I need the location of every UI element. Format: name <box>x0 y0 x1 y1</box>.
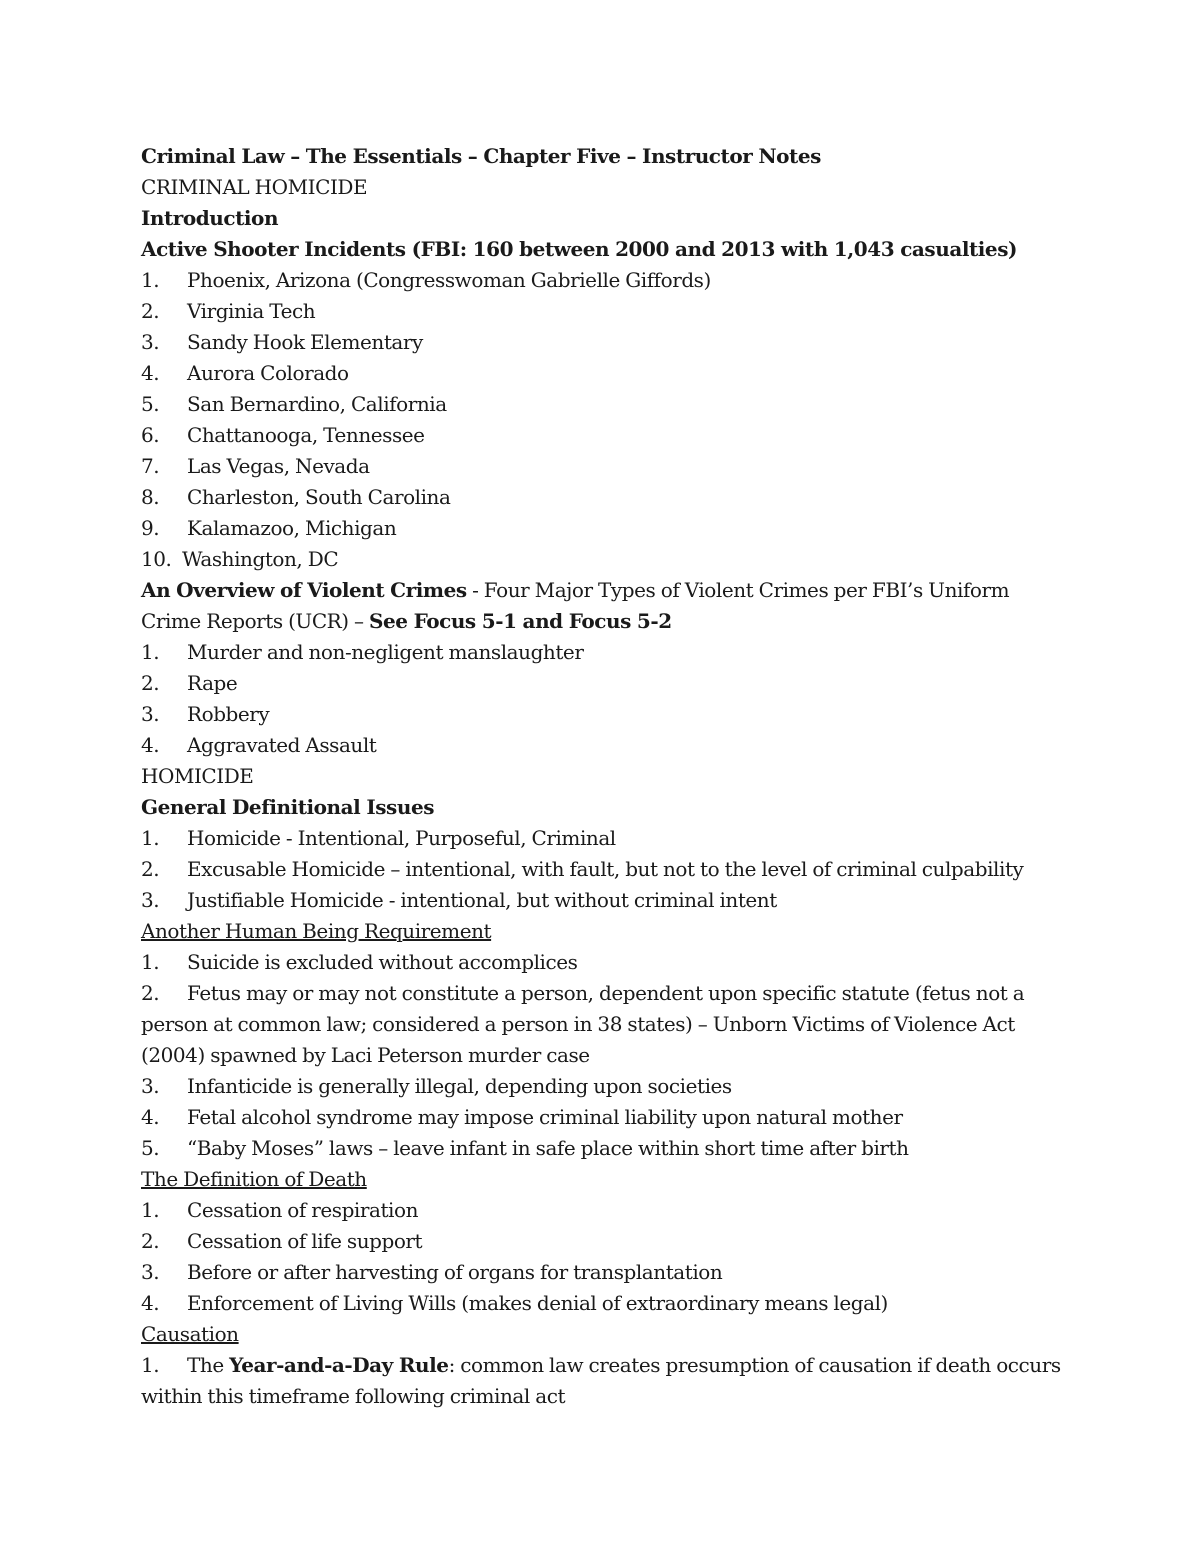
list-number: 5. <box>141 1136 160 1160</box>
list-item <box>141 358 1061 389</box>
section-homicide: HOMICIDE <box>141 764 254 788</box>
list-item <box>141 1071 1061 1102</box>
list-text: Fetus may or may not constitute a person, dependent upon specific statute (fetus not a person at common law; considered a person in 38 states) – Unborn Victims of Violence Act (2004) spawned by Laci Peterson murder case <box>141 981 1025 1067</box>
list-text: Cessation of respiration <box>187 1198 419 1222</box>
list-number: 8. <box>141 485 160 509</box>
list-text: Chattanooga, Tennessee <box>187 423 425 447</box>
list-item <box>141 1350 1061 1412</box>
heading-definition-of-death: The Definition of Death <box>141 1167 367 1191</box>
list-text: Fetal alcohol syndrome may impose criminal liability upon natural mother <box>187 1105 903 1129</box>
list-item <box>141 389 1061 420</box>
list-text: Enforcement of Living Wills (makes denial of extraordinary means legal) <box>187 1291 888 1315</box>
list-number: 1. <box>141 1353 160 1377</box>
list-item <box>141 420 1061 451</box>
list-item <box>141 1226 1061 1257</box>
list-number: 10. <box>141 547 172 571</box>
list-number: 2. <box>141 857 160 881</box>
section-criminal-homicide: CRIMINAL HOMICIDE <box>141 175 368 199</box>
violent-crimes-list <box>141 637 1061 761</box>
list-number: 4. <box>141 361 160 385</box>
list-text: Suicide is excluded without accomplices <box>187 950 578 974</box>
list-number: 2. <box>141 299 160 323</box>
list-text: Sandy Hook Elementary <box>187 330 423 354</box>
list-item <box>141 265 1061 296</box>
list-item <box>141 668 1061 699</box>
heading-general-definitional-issues: General Definitional Issues <box>141 795 435 819</box>
list-number: 7. <box>141 454 160 478</box>
document-page <box>141 141 1061 1412</box>
list-item <box>141 1257 1061 1288</box>
list-number: 2. <box>141 1229 160 1253</box>
list-number: 3. <box>141 888 160 912</box>
list-text: Infanticide is generally illegal, depending upon societies <box>187 1074 732 1098</box>
list-number: 3. <box>141 1074 160 1098</box>
list-text: Homicide - Intentional, Purposeful, Criminal <box>187 826 616 850</box>
list-number: 9. <box>141 516 160 540</box>
overview-paragraph <box>141 575 1061 637</box>
list-item <box>141 637 1061 668</box>
list-text: Murder and non-negligent manslaughter <box>187 640 584 664</box>
list-number: 3. <box>141 702 160 726</box>
human-being-list <box>141 947 1061 1164</box>
heading-active-shooter: Active Shooter Incidents (FBI: 160 between 2000 and 2013 with 1,043 casualties) <box>141 237 1018 261</box>
list-item <box>141 1288 1061 1319</box>
list-item <box>141 1195 1061 1226</box>
list-item <box>141 823 1061 854</box>
list-text: Virginia Tech <box>187 299 316 323</box>
list-text: Robbery <box>187 702 270 726</box>
list-item <box>141 699 1061 730</box>
overview-text: - Four Major Types of Violent Crimes per FBI’s Uniform Crime Reports (UCR) – <box>141 578 1010 633</box>
list-text: Justifiable Homicide - intentional, but without criminal intent <box>187 888 777 912</box>
list-text: Excusable Homicide – intentional, with fault, but not to the level of criminal culpability <box>187 857 1024 881</box>
list-number: 2. <box>141 981 160 1005</box>
death-definition-list <box>141 1195 1061 1319</box>
list-item <box>141 451 1061 482</box>
list-item <box>141 854 1061 885</box>
list-number: 6. <box>141 423 160 447</box>
list-text: Aurora Colorado <box>187 361 349 385</box>
shooter-list <box>141 265 1061 575</box>
list-text: Las Vegas, Nevada <box>187 454 370 478</box>
list-text: San Bernardino, California <box>187 392 447 416</box>
list-item <box>141 513 1061 544</box>
list-item <box>141 1102 1061 1133</box>
list-text: Charleston, South Carolina <box>187 485 451 509</box>
list-item <box>141 730 1061 761</box>
list-text: “Baby Moses” laws – leave infant in safe place within short time after birth <box>187 1136 909 1160</box>
list-text: : common law creates presumption of causation if death occurs within this timeframe following criminal act <box>141 1353 1061 1408</box>
list-text: Before or after harvesting of organs for transplantation <box>187 1260 723 1284</box>
list-number: 4. <box>141 1291 160 1315</box>
list-text: Rape <box>187 671 238 695</box>
list-item <box>141 327 1061 358</box>
list-text: The <box>187 1353 230 1377</box>
list-item <box>141 544 1061 575</box>
heading-causation: Causation <box>141 1322 239 1346</box>
list-number: 1. <box>141 950 160 974</box>
list-number: 1. <box>141 826 160 850</box>
heading-introduction: Introduction <box>141 206 279 230</box>
list-item <box>141 1133 1061 1164</box>
list-text: Cessation of life support <box>187 1229 423 1253</box>
list-number: 3. <box>141 330 160 354</box>
list-text: Aggravated Assault <box>187 733 377 757</box>
list-number: 5. <box>141 392 160 416</box>
list-number: 1. <box>141 268 160 292</box>
list-item <box>141 947 1061 978</box>
year-and-a-day-rule-term: Year-and-a-Day Rule <box>229 1353 449 1377</box>
list-number: 2. <box>141 671 160 695</box>
list-item <box>141 296 1061 327</box>
list-number: 1. <box>141 1198 160 1222</box>
list-item <box>141 885 1061 916</box>
overview-focus-reference: See Focus 5-1 and Focus 5-2 <box>369 609 672 633</box>
list-item <box>141 978 1061 1071</box>
heading-another-human-being: Another Human Being Requirement <box>141 919 492 943</box>
list-text: Kalamazoo, Michigan <box>187 516 397 540</box>
general-definitions-list <box>141 823 1061 916</box>
list-text: Washington, DC <box>182 547 339 571</box>
overview-heading: An Overview of Violent Crimes <box>141 578 467 602</box>
list-number: 4. <box>141 733 160 757</box>
list-number: 3. <box>141 1260 160 1284</box>
document-title: Criminal Law – The Essentials – Chapter Five – Instructor Notes <box>141 144 821 168</box>
list-number: 1. <box>141 640 160 664</box>
list-item <box>141 482 1061 513</box>
list-text: Phoenix, Arizona (Congresswoman Gabrielle Giffords) <box>187 268 711 292</box>
list-number: 4. <box>141 1105 160 1129</box>
